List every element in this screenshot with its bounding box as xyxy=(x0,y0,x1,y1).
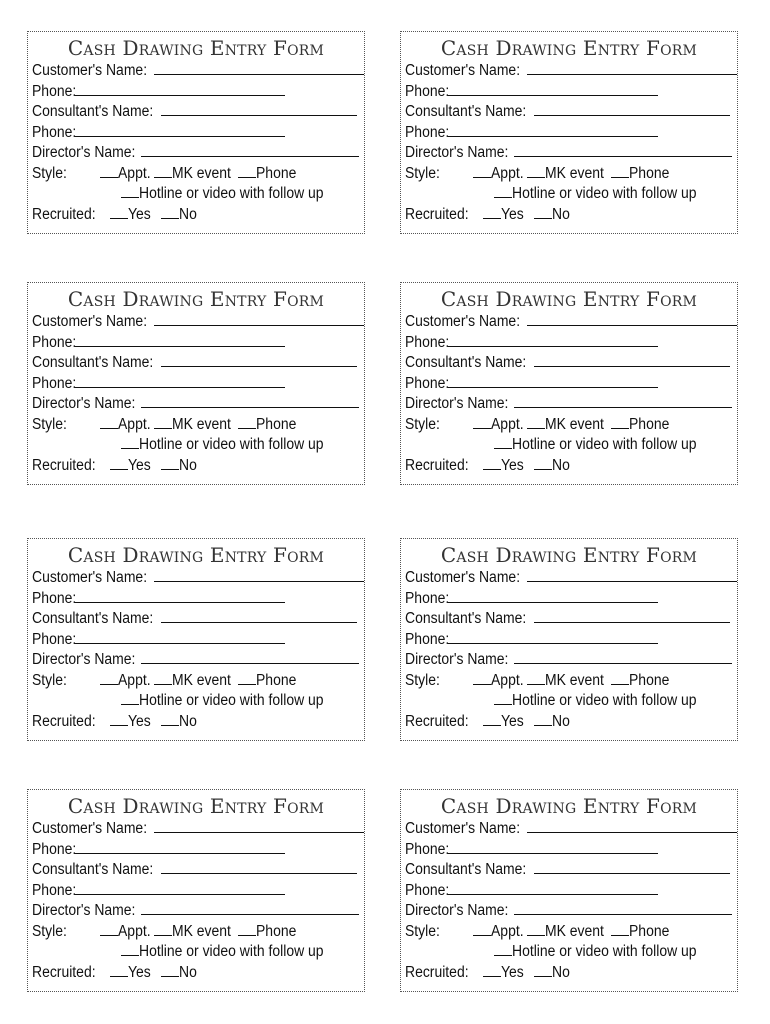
style-label: Style: xyxy=(32,164,67,182)
consultant-phone-row xyxy=(28,374,364,395)
recruited-option-yes-label: Yes xyxy=(128,712,151,730)
recruited-label: Recruited: xyxy=(405,456,469,474)
customer-name-label: Customer's Name: xyxy=(405,62,521,79)
style-option-phone-label: Phone xyxy=(628,922,670,940)
phone-row xyxy=(401,82,737,103)
customer-name-field[interactable] xyxy=(527,61,737,75)
style-option-mk-event-label: MK event xyxy=(545,671,605,689)
style-row xyxy=(28,164,364,185)
form-title: Cash Drawing Entry Form xyxy=(67,794,325,818)
style-option-phone-label: Phone xyxy=(628,164,670,182)
style-label: Style: xyxy=(405,922,440,940)
consultant-phone-field[interactable] xyxy=(448,374,658,388)
recruited-option-yes-label: Yes xyxy=(501,456,524,474)
consultant-name-field[interactable] xyxy=(534,609,730,623)
director-name-field[interactable] xyxy=(141,394,359,408)
style-row xyxy=(28,922,364,943)
recruited-row xyxy=(28,963,364,984)
consultant-name-label: Consultant's Name: xyxy=(405,861,527,878)
consultant-phone-label: Phone: xyxy=(32,123,77,141)
consultant-phone-row xyxy=(401,630,737,651)
style-option-phone[interactable] xyxy=(238,164,296,185)
style-option-mk-event-label: MK event xyxy=(172,164,232,182)
phone-row xyxy=(401,333,737,354)
phone-label: Phone: xyxy=(32,82,77,100)
consultant-name-label: Consultant's Name: xyxy=(32,354,154,371)
recruited-option-yes[interactable] xyxy=(110,712,151,733)
style-option-mk-event[interactable] xyxy=(154,922,231,943)
consultant-name-field[interactable] xyxy=(161,353,357,367)
recruited-label: Recruited: xyxy=(32,205,96,223)
consultant-phone-row xyxy=(401,374,737,395)
director-name-field[interactable] xyxy=(514,650,732,664)
recruited-option-no[interactable] xyxy=(161,712,197,733)
customer-name-row xyxy=(28,568,364,589)
customer-name-field[interactable] xyxy=(527,568,737,582)
consultant-name-row xyxy=(401,609,737,630)
director-name-row xyxy=(28,650,364,671)
style-option-hotline-label: Hotline or video with follow up xyxy=(512,185,697,202)
entry-form-card xyxy=(400,538,738,741)
style-hotline-row xyxy=(28,184,364,205)
style-option-phone-label: Phone xyxy=(628,671,670,689)
consultant-name-row xyxy=(401,860,737,881)
recruited-label: Recruited: xyxy=(32,456,96,474)
recruited-option-no[interactable] xyxy=(161,205,197,226)
phone-field[interactable] xyxy=(448,82,658,96)
style-option-mk-event[interactable] xyxy=(154,164,231,185)
customer-name-row xyxy=(401,819,737,840)
recruited-row xyxy=(401,205,737,226)
customer-name-label: Customer's Name: xyxy=(32,313,148,330)
entry-form-card xyxy=(27,31,365,234)
consultant-name-row xyxy=(28,102,364,123)
phone-field[interactable] xyxy=(75,840,285,854)
phone-label: Phone: xyxy=(405,840,450,858)
customer-name-row xyxy=(28,819,364,840)
consultant-phone-label: Phone: xyxy=(405,630,450,648)
recruited-option-no[interactable] xyxy=(534,456,570,477)
customer-name-row xyxy=(401,568,737,589)
consultant-name-row xyxy=(401,102,737,123)
director-name-field[interactable] xyxy=(141,143,359,157)
consultant-name-row xyxy=(28,609,364,630)
director-name-label: Director's Name: xyxy=(32,651,136,668)
style-option-appt[interactable] xyxy=(100,415,151,436)
customer-name-row xyxy=(401,61,737,82)
director-name-row xyxy=(401,394,737,415)
customer-name-field[interactable] xyxy=(154,61,364,75)
style-label: Style: xyxy=(32,922,67,940)
style-label: Style: xyxy=(405,671,440,689)
consultant-name-field[interactable] xyxy=(534,860,730,874)
director-name-row xyxy=(28,143,364,164)
style-label: Style: xyxy=(405,415,440,433)
consultant-phone-label: Phone: xyxy=(32,881,77,899)
phone-label: Phone: xyxy=(405,589,450,607)
consultant-phone-field[interactable] xyxy=(75,881,285,895)
recruited-option-no-label: No xyxy=(552,456,571,474)
style-option-appt[interactable] xyxy=(473,164,524,185)
customer-name-label: Customer's Name: xyxy=(405,569,521,586)
style-hotline-row xyxy=(28,942,364,963)
recruited-option-no-label: No xyxy=(552,205,571,223)
director-name-row xyxy=(401,650,737,671)
style-option-mk-event[interactable] xyxy=(527,164,604,185)
consultant-name-label: Consultant's Name: xyxy=(32,861,154,878)
consultant-name-label: Consultant's Name: xyxy=(405,103,527,120)
style-label: Style: xyxy=(405,164,440,182)
style-option-hotline[interactable] xyxy=(494,184,697,205)
style-option-mk-event-label: MK event xyxy=(545,922,605,940)
style-option-appt[interactable] xyxy=(100,922,151,943)
style-hotline-row xyxy=(28,435,364,456)
style-option-mk-event[interactable] xyxy=(154,671,231,692)
style-option-hotline-label: Hotline or video with follow up xyxy=(139,692,324,709)
recruited-option-yes-label: Yes xyxy=(501,205,524,223)
style-option-appt[interactable] xyxy=(100,671,151,692)
style-option-phone[interactable] xyxy=(238,922,296,943)
recruited-label: Recruited: xyxy=(32,963,96,981)
consultant-name-row xyxy=(28,860,364,881)
consultant-phone-row xyxy=(28,630,364,651)
recruited-option-no-label: No xyxy=(179,712,198,730)
director-name-label: Director's Name: xyxy=(32,395,136,412)
style-option-appt-label: Appt. xyxy=(491,922,524,940)
phone-label: Phone: xyxy=(405,333,450,351)
customer-name-label: Customer's Name: xyxy=(32,62,148,79)
customer-name-field[interactable] xyxy=(154,819,364,833)
consultant-phone-field[interactable] xyxy=(448,630,658,644)
consultant-phone-field[interactable] xyxy=(448,881,658,895)
phone-row xyxy=(28,82,364,103)
style-option-mk-event-label: MK event xyxy=(172,671,232,689)
customer-name-row xyxy=(401,312,737,333)
customer-name-row xyxy=(28,312,364,333)
form-title: Cash Drawing Entry Form xyxy=(440,543,698,567)
style-option-hotline[interactable] xyxy=(494,942,697,963)
style-option-appt[interactable] xyxy=(473,415,524,436)
consultant-name-label: Consultant's Name: xyxy=(405,610,527,627)
style-option-phone[interactable] xyxy=(611,671,669,692)
style-option-phone-label: Phone xyxy=(255,164,297,182)
recruited-option-yes-label: Yes xyxy=(501,712,524,730)
recruited-row xyxy=(401,712,737,733)
style-option-phone[interactable] xyxy=(238,671,296,692)
recruited-option-yes[interactable] xyxy=(483,205,524,226)
recruited-row xyxy=(401,963,737,984)
style-option-appt-label: Appt. xyxy=(491,415,524,433)
style-option-hotline-label: Hotline or video with follow up xyxy=(139,436,324,453)
style-option-mk-event[interactable] xyxy=(154,415,231,436)
style-row xyxy=(28,671,364,692)
consultant-name-label: Consultant's Name: xyxy=(32,610,154,627)
phone-label: Phone: xyxy=(32,333,77,351)
style-option-appt-label: Appt. xyxy=(118,922,151,940)
style-option-hotline-label: Hotline or video with follow up xyxy=(512,692,697,709)
consultant-name-label: Consultant's Name: xyxy=(405,354,527,371)
recruited-option-yes[interactable] xyxy=(110,205,151,226)
recruited-option-yes-label: Yes xyxy=(128,456,151,474)
recruited-row xyxy=(401,456,737,477)
style-hotline-row xyxy=(401,435,737,456)
consultant-name-label: Consultant's Name: xyxy=(32,103,154,120)
director-name-field[interactable] xyxy=(141,650,359,664)
phone-field[interactable] xyxy=(75,82,285,96)
recruited-option-no[interactable] xyxy=(534,205,570,226)
director-name-row xyxy=(401,901,737,922)
recruited-option-no-label: No xyxy=(552,712,571,730)
recruited-option-yes[interactable] xyxy=(110,456,151,477)
style-option-phone-label: Phone xyxy=(255,671,297,689)
style-option-appt-label: Appt. xyxy=(118,164,151,182)
recruited-option-no-label: No xyxy=(179,963,198,981)
style-option-hotline-label: Hotline or video with follow up xyxy=(139,943,324,960)
style-option-mk-event-label: MK event xyxy=(545,164,605,182)
style-hotline-row xyxy=(401,184,737,205)
director-name-field[interactable] xyxy=(141,901,359,915)
style-option-mk-event[interactable] xyxy=(527,922,604,943)
phone-label: Phone: xyxy=(32,840,77,858)
entry-form-card xyxy=(400,31,738,234)
style-option-mk-event-label: MK event xyxy=(545,415,605,433)
form-title: Cash Drawing Entry Form xyxy=(67,543,325,567)
style-row xyxy=(401,671,737,692)
style-option-phone-label: Phone xyxy=(628,415,670,433)
recruited-label: Recruited: xyxy=(405,205,469,223)
style-option-appt-label: Appt. xyxy=(491,164,524,182)
style-option-phone[interactable] xyxy=(238,415,296,436)
consultant-name-field[interactable] xyxy=(161,860,357,874)
director-name-label: Director's Name: xyxy=(405,902,509,919)
phone-field[interactable] xyxy=(75,333,285,347)
customer-name-label: Customer's Name: xyxy=(405,820,521,837)
customer-name-label: Customer's Name: xyxy=(32,820,148,837)
style-option-appt-label: Appt. xyxy=(118,415,151,433)
director-name-row xyxy=(28,901,364,922)
recruited-option-yes-label: Yes xyxy=(501,963,524,981)
form-title: Cash Drawing Entry Form xyxy=(440,36,698,60)
consultant-name-field[interactable] xyxy=(161,102,357,116)
recruited-option-yes-label: Yes xyxy=(128,205,151,223)
style-hotline-row xyxy=(401,691,737,712)
style-option-phone[interactable] xyxy=(611,415,669,436)
recruited-option-no-label: No xyxy=(179,456,198,474)
style-option-appt[interactable] xyxy=(473,671,524,692)
entry-form-card xyxy=(400,789,738,992)
style-option-hotline[interactable] xyxy=(121,184,324,205)
phone-row xyxy=(28,333,364,354)
form-title: Cash Drawing Entry Form xyxy=(440,794,698,818)
phone-field[interactable] xyxy=(75,589,285,603)
recruited-option-no[interactable] xyxy=(534,712,570,733)
recruited-label: Recruited: xyxy=(405,963,469,981)
recruited-option-no[interactable] xyxy=(161,963,197,984)
director-name-row xyxy=(401,143,737,164)
consultant-phone-row xyxy=(28,881,364,902)
style-row xyxy=(401,922,737,943)
consultant-phone-label: Phone: xyxy=(405,881,450,899)
style-row xyxy=(401,415,737,436)
phone-row xyxy=(28,840,364,861)
director-name-label: Director's Name: xyxy=(405,144,509,161)
style-hotline-row xyxy=(28,691,364,712)
recruited-option-yes[interactable] xyxy=(110,963,151,984)
recruited-option-yes[interactable] xyxy=(483,963,524,984)
customer-name-field[interactable] xyxy=(154,312,364,326)
style-option-mk-event[interactable] xyxy=(527,671,604,692)
style-option-mk-event-label: MK event xyxy=(172,415,232,433)
director-name-label: Director's Name: xyxy=(32,144,136,161)
director-name-label: Director's Name: xyxy=(32,902,136,919)
phone-label: Phone: xyxy=(32,589,77,607)
consultant-name-field[interactable] xyxy=(161,609,357,623)
director-name-field[interactable] xyxy=(514,901,732,915)
customer-name-label: Customer's Name: xyxy=(32,569,148,586)
consultant-name-field[interactable] xyxy=(534,102,730,116)
consultant-phone-row xyxy=(401,881,737,902)
recruited-label: Recruited: xyxy=(32,712,96,730)
recruited-option-yes[interactable] xyxy=(483,456,524,477)
consultant-phone-label: Phone: xyxy=(405,123,450,141)
phone-row xyxy=(401,840,737,861)
recruited-option-no-label: No xyxy=(179,205,198,223)
form-title: Cash Drawing Entry Form xyxy=(67,287,325,311)
director-name-row xyxy=(28,394,364,415)
recruited-option-yes[interactable] xyxy=(483,712,524,733)
recruited-row xyxy=(28,456,364,477)
customer-name-label: Customer's Name: xyxy=(405,313,521,330)
phone-field[interactable] xyxy=(448,333,658,347)
customer-name-field[interactable] xyxy=(154,568,364,582)
entry-form-card xyxy=(27,538,365,741)
phone-row xyxy=(401,589,737,610)
consultant-phone-label: Phone: xyxy=(32,630,77,648)
consultant-name-row xyxy=(28,353,364,374)
style-option-hotline[interactable] xyxy=(121,942,324,963)
style-option-hotline-label: Hotline or video with follow up xyxy=(512,436,697,453)
style-option-phone[interactable] xyxy=(611,164,669,185)
phone-field[interactable] xyxy=(448,589,658,603)
director-name-label: Director's Name: xyxy=(405,651,509,668)
entry-form-card xyxy=(400,282,738,485)
recruited-option-no[interactable] xyxy=(534,963,570,984)
style-option-hotline-label: Hotline or video with follow up xyxy=(512,943,697,960)
consultant-phone-row xyxy=(28,123,364,144)
style-option-phone-label: Phone xyxy=(255,922,297,940)
entry-form-card xyxy=(27,282,365,485)
style-label: Style: xyxy=(32,415,67,433)
style-label: Style: xyxy=(32,671,67,689)
director-name-label: Director's Name: xyxy=(405,395,509,412)
style-option-mk-event[interactable] xyxy=(527,415,604,436)
phone-label: Phone: xyxy=(405,82,450,100)
director-name-field[interactable] xyxy=(514,143,732,157)
form-title: Cash Drawing Entry Form xyxy=(67,36,325,60)
style-option-mk-event-label: MK event xyxy=(172,922,232,940)
style-option-appt-label: Appt. xyxy=(491,671,524,689)
customer-name-field[interactable] xyxy=(527,312,737,326)
consultant-phone-row xyxy=(401,123,737,144)
recruited-option-no[interactable] xyxy=(161,456,197,477)
entry-form-card xyxy=(27,789,365,992)
recruited-label: Recruited: xyxy=(405,712,469,730)
style-hotline-row xyxy=(401,942,737,963)
style-option-appt-label: Appt. xyxy=(118,671,151,689)
style-row xyxy=(28,415,364,436)
consultant-phone-label: Phone: xyxy=(405,374,450,392)
style-option-appt[interactable] xyxy=(473,922,524,943)
recruited-option-yes-label: Yes xyxy=(128,963,151,981)
style-option-hotline-label: Hotline or video with follow up xyxy=(139,185,324,202)
style-option-phone-label: Phone xyxy=(255,415,297,433)
consultant-phone-field[interactable] xyxy=(75,374,285,388)
style-option-hotline[interactable] xyxy=(121,435,324,456)
style-row xyxy=(401,164,737,185)
form-title: Cash Drawing Entry Form xyxy=(440,287,698,311)
recruited-option-no-label: No xyxy=(552,963,571,981)
consultant-phone-field[interactable] xyxy=(448,123,658,137)
recruited-row xyxy=(28,205,364,226)
style-option-phone[interactable] xyxy=(611,922,669,943)
customer-name-field[interactable] xyxy=(527,819,737,833)
consultant-name-row xyxy=(401,353,737,374)
phone-field[interactable] xyxy=(448,840,658,854)
customer-name-row xyxy=(28,61,364,82)
style-option-hotline[interactable] xyxy=(494,435,697,456)
consultant-name-field[interactable] xyxy=(534,353,730,367)
style-option-appt[interactable] xyxy=(100,164,151,185)
consultant-phone-label: Phone: xyxy=(32,374,77,392)
phone-row xyxy=(28,589,364,610)
consultant-phone-field[interactable] xyxy=(75,123,285,137)
style-option-hotline[interactable] xyxy=(494,691,697,712)
recruited-row xyxy=(28,712,364,733)
style-option-hotline[interactable] xyxy=(121,691,324,712)
consultant-phone-field[interactable] xyxy=(75,630,285,644)
director-name-field[interactable] xyxy=(514,394,732,408)
